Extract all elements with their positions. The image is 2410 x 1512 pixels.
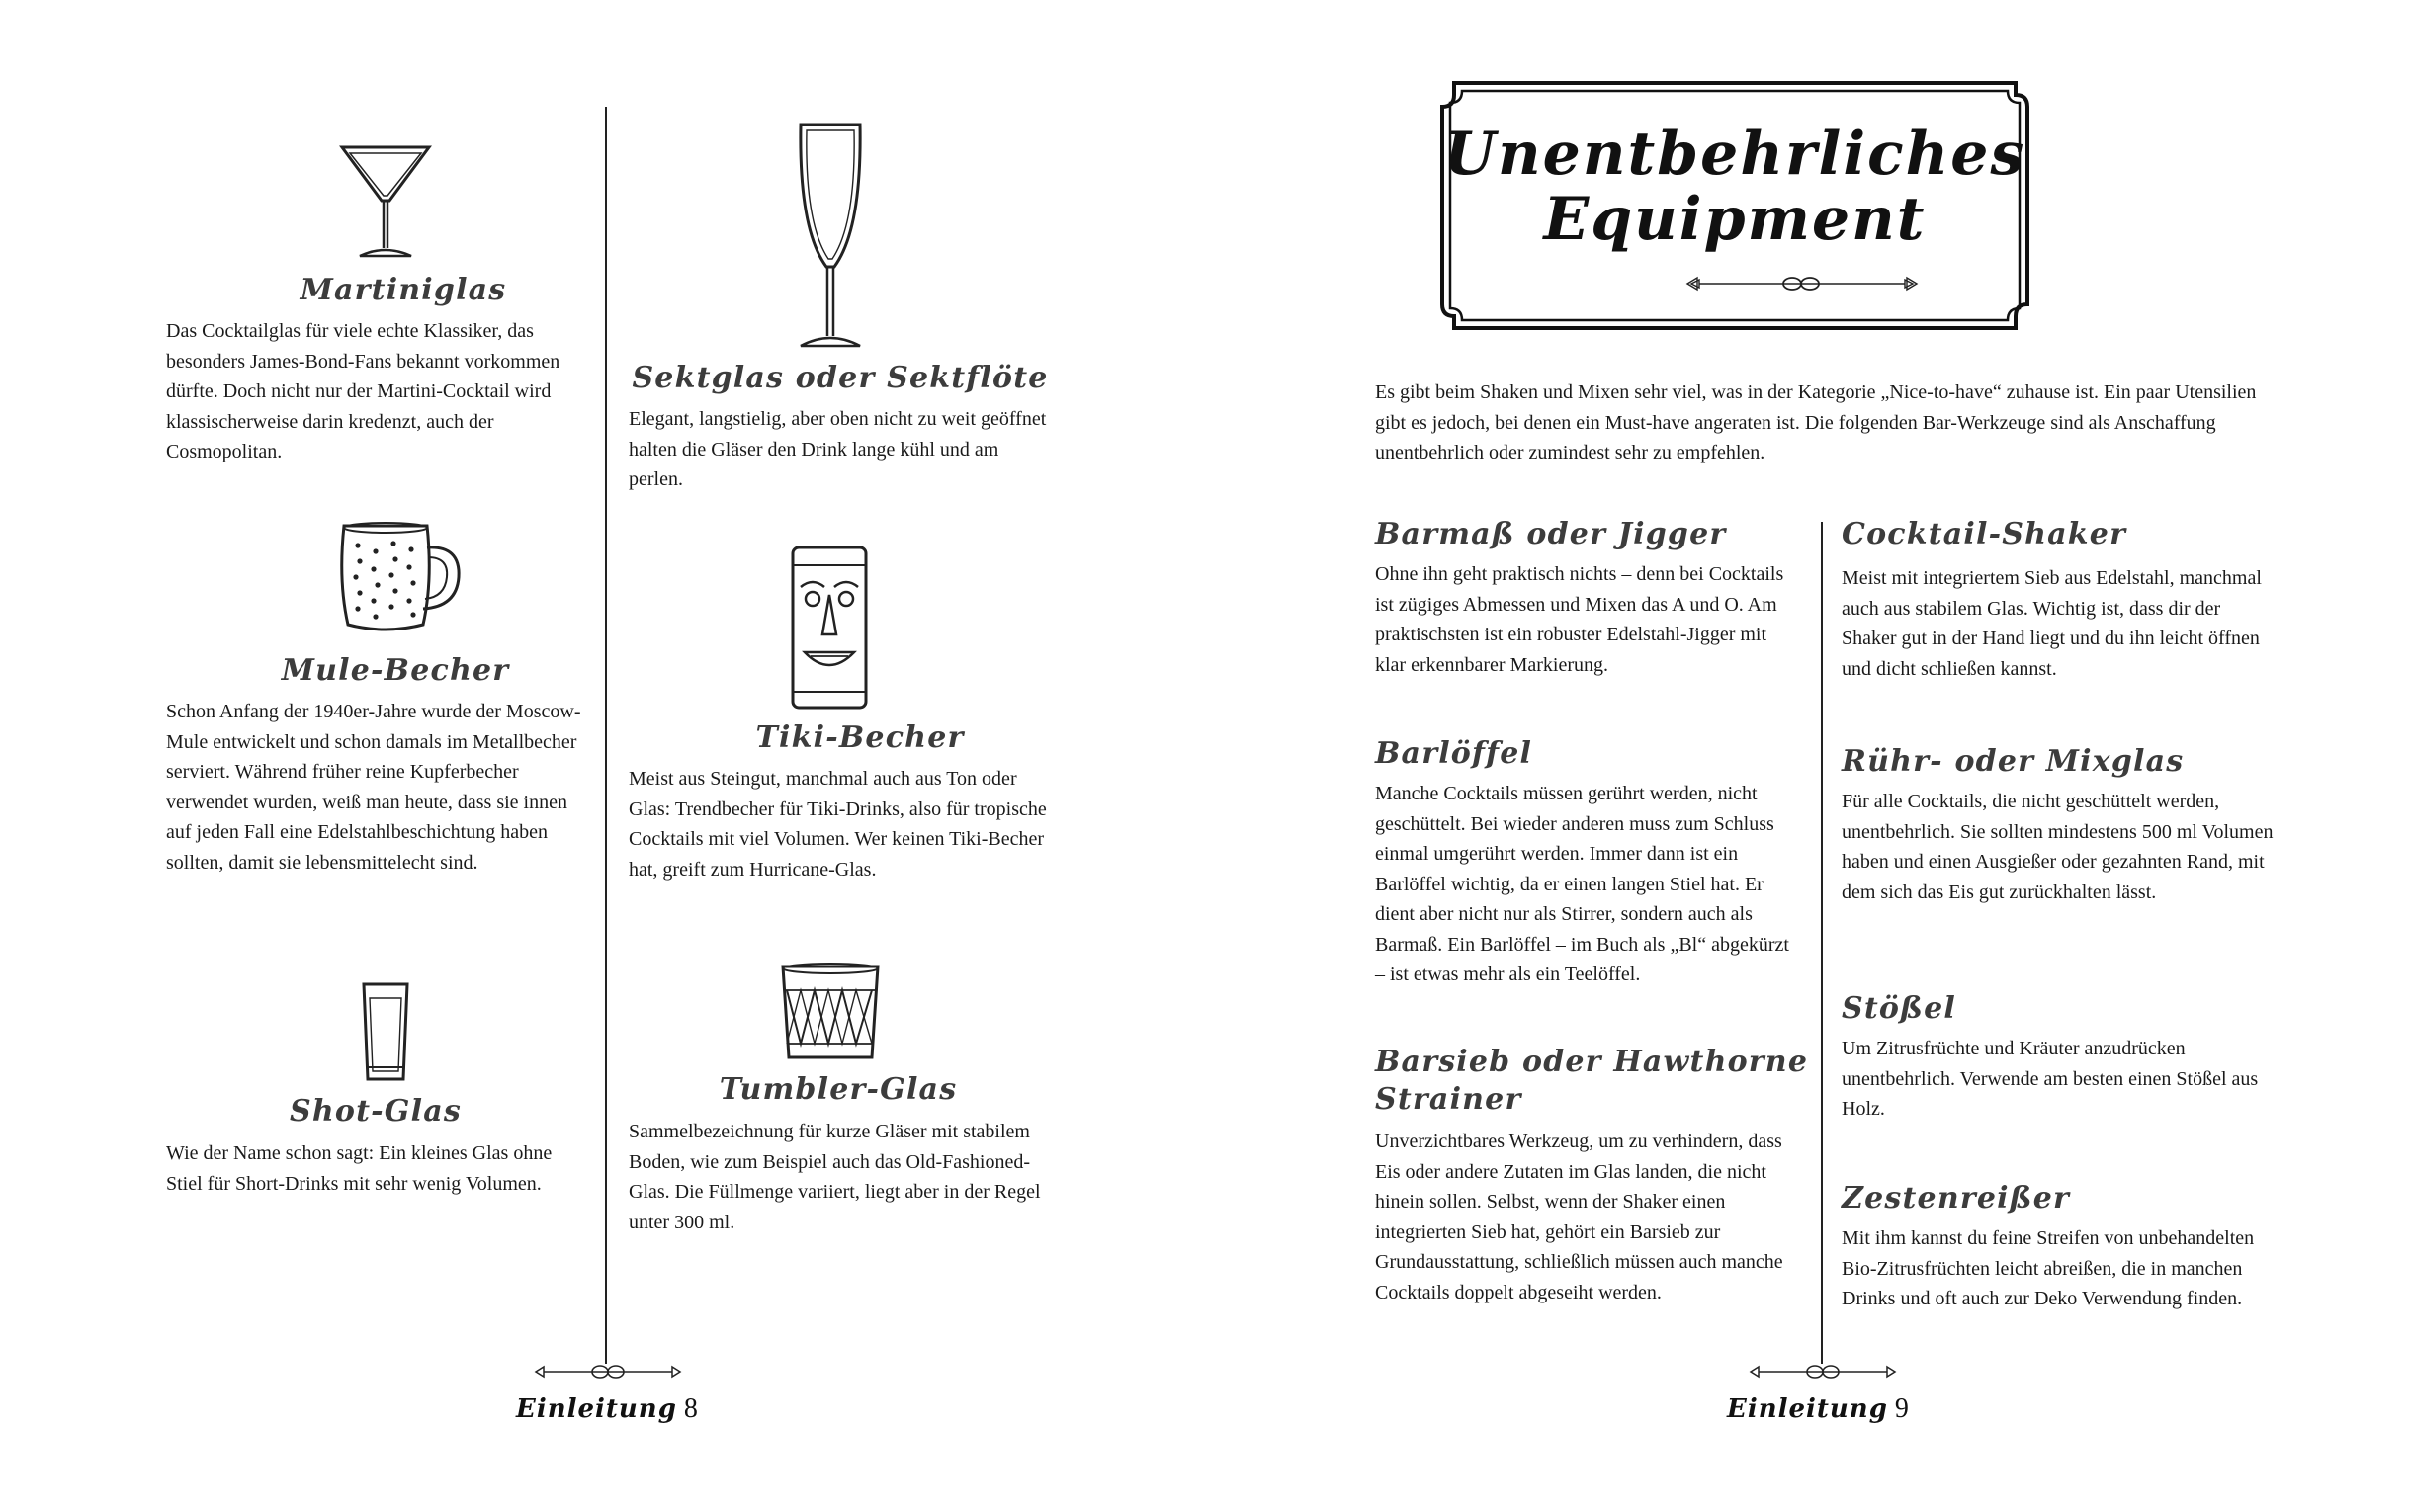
footer-label: Einleitung: [1727, 1394, 1888, 1424]
item-heading: Barlöffel: [1375, 736, 1533, 771]
item-heading: Martiniglas: [300, 273, 507, 307]
shot-glass-icon: [360, 980, 411, 1083]
page-title-line-2: Equipment: [1543, 185, 1927, 254]
divider-ornament-icon: [1749, 1360, 1897, 1384]
column-divider: [1821, 522, 1823, 1364]
mule-mug-icon: [330, 522, 469, 634]
footer-label: Einleitung: [516, 1394, 677, 1424]
item-heading: Barmaß oder Jigger: [1375, 517, 1727, 551]
item-text: Unverzichtbares Werkzeug, um zu verhindern, dass Eis oder andere Zutaten im Glas landen, die nicht hinein sollen. Selbst, wenn der Shaker einen integrierten Sieb hat, gehört ein Barsieb zur Grundausstattung, schließlich müssen auch manche Cocktails doppelt abgeseiht werden.: [1375, 1131, 1783, 1303]
martini-glass-icon: [338, 141, 433, 260]
item-heading: Tumbler-Glas: [719, 1072, 958, 1107]
item-text: Elegant, langstielig, aber oben nicht zu weit geöffnet halten die Gläser den Drink lange kühl und am perlen.: [629, 408, 1047, 490]
page-number: 9: [1894, 1393, 1909, 1424]
item-heading: Barsieb oder Hawthorne Strainer: [1375, 1045, 1809, 1117]
item-text: Ohne ihn geht praktisch nichts – denn bei Cocktails ist zügiges Abmessen und Mixen das A und O. Am praktischsten ist ein robuster Edelstahl-Jigger mit klar erkennbarer Markierung.: [1375, 563, 1784, 676]
tumbler-glass-icon: [779, 961, 882, 1063]
item-text: Für alle Cocktails, die nicht geschüttelt werden, unentbehrlich. Sie sollten mindestens 500 ml Volumen haben und einen Ausgießer oder gezahnten Rand, mit dem sich das Eis gut zurückhalten lässt.: [1842, 791, 2274, 903]
tiki-mug-icon: [789, 544, 870, 712]
item-text: Sammelbezeichnung für kurze Gläser mit stabilem Boden, wie zum Beispiel auch das Old-Fashioned-Glas. Die Füllmenge variiert, liegt aber in der Regel unter 300 ml.: [629, 1121, 1041, 1233]
item-heading: Mule-Becher: [281, 653, 510, 688]
item-text: Um Zitrusfrüchte und Kräuter anzudrücken unentbehrlich. Verwende am besten einen Stößel aus Holz.: [1842, 1038, 2259, 1120]
item-text: Mit ihm kannst du feine Streifen von unbehandelten Bio-Zitrusfrüchten leicht abreißen, die in manchen Drinks und oft auch zur Deko Verwendung finden.: [1842, 1227, 2255, 1309]
item-text: Manche Cocktails müssen gerührt werden, nicht geschüttelt. Bei wieder anderen muss zum Schluss einmal umgerührt werden. Immer dann ist ein Barlöffel wichtig, da er einen langen Stiel hat. Er dient aber nicht nur als Stirrer, sondern auch als Barmaß. Ein Barlöffel – im Buch als „Bl“ abgekürzt – ist etwas mehr als ein Teelöffel.: [1375, 783, 1789, 985]
champagne-flute-icon: [795, 121, 866, 350]
item-text: Meist aus Steingut, manchmal auch aus Ton oder Glas: Trendbecher für Tiki-Drinks, also für tropische Cocktails mit viel Volumen. Wer keinen Tiki-Becher hat, greift zum Hurricane-Glas.: [629, 768, 1047, 881]
item-heading: Cocktail-Shaker: [1842, 517, 2127, 551]
right-page: [1205, 0, 2410, 1512]
item-heading: Tiki-Becher: [755, 720, 965, 755]
page-footer: [1727, 1393, 1909, 1425]
item-heading: Shot-Glas: [290, 1094, 462, 1129]
page-footer: [516, 1393, 698, 1425]
item-heading: Zestenreißer: [1842, 1181, 2071, 1216]
title-box: [1438, 79, 2031, 332]
title-ornament-icon: [1685, 273, 1919, 294]
intro-text: Es gibt beim Shaken und Mixen sehr viel, was in der Kategorie „Nice-to-have“ zuhause ist. Ein paar Utensilien gibt es jedoch, bei denen ein Must-have angeraten ist. Die folgenden Bar-Werkzeuge sind als Anschaffung unentbehrlich oder zumindest sehr zu empfehlen.: [1375, 381, 2257, 463]
page-number: 8: [683, 1393, 698, 1424]
item-heading: Stößel: [1842, 991, 1957, 1026]
item-heading: Sektglas oder Sektflöte: [632, 361, 1049, 395]
item-text: Das Cocktailglas für viele echte Klassiker, das besonders James-Bond-Fans bekannt vorkommen dürfte. Doch nicht nur der Martini-Cocktail wird klassischerweise darin kredenzt, auch der Cosmopolitan.: [166, 320, 560, 462]
divider-ornament-icon: [534, 1360, 682, 1384]
item-heading: Rühr- oder Mixglas: [1842, 744, 2185, 779]
item-text: Meist mit integriertem Sieb aus Edelstahl, manchmal auch aus stabilem Glas. Wichtig ist, dass dir der Shaker gut in der Hand liegt und du ihn leicht öffnen und dicht schließen kannst.: [1842, 567, 2262, 680]
page-title-line-1: Unentbehrliches: [1443, 120, 2026, 189]
item-text: Wie der Name schon sagt: Ein kleines Glas ohne Stiel für Short-Drinks mit sehr wenig Volumen.: [166, 1142, 553, 1195]
item-text: Schon Anfang der 1940er-Jahre wurde der Moscow-Mule entwickelt und schon damals im Metallbecher serviert. Während früher reine Kupferbecher verwendet wurden, weiß man heute, dass sie innen auf jeden Fall eine Edelstahlbeschichtung haben sollten, damit sie lebensmittelecht sind.: [166, 701, 581, 874]
